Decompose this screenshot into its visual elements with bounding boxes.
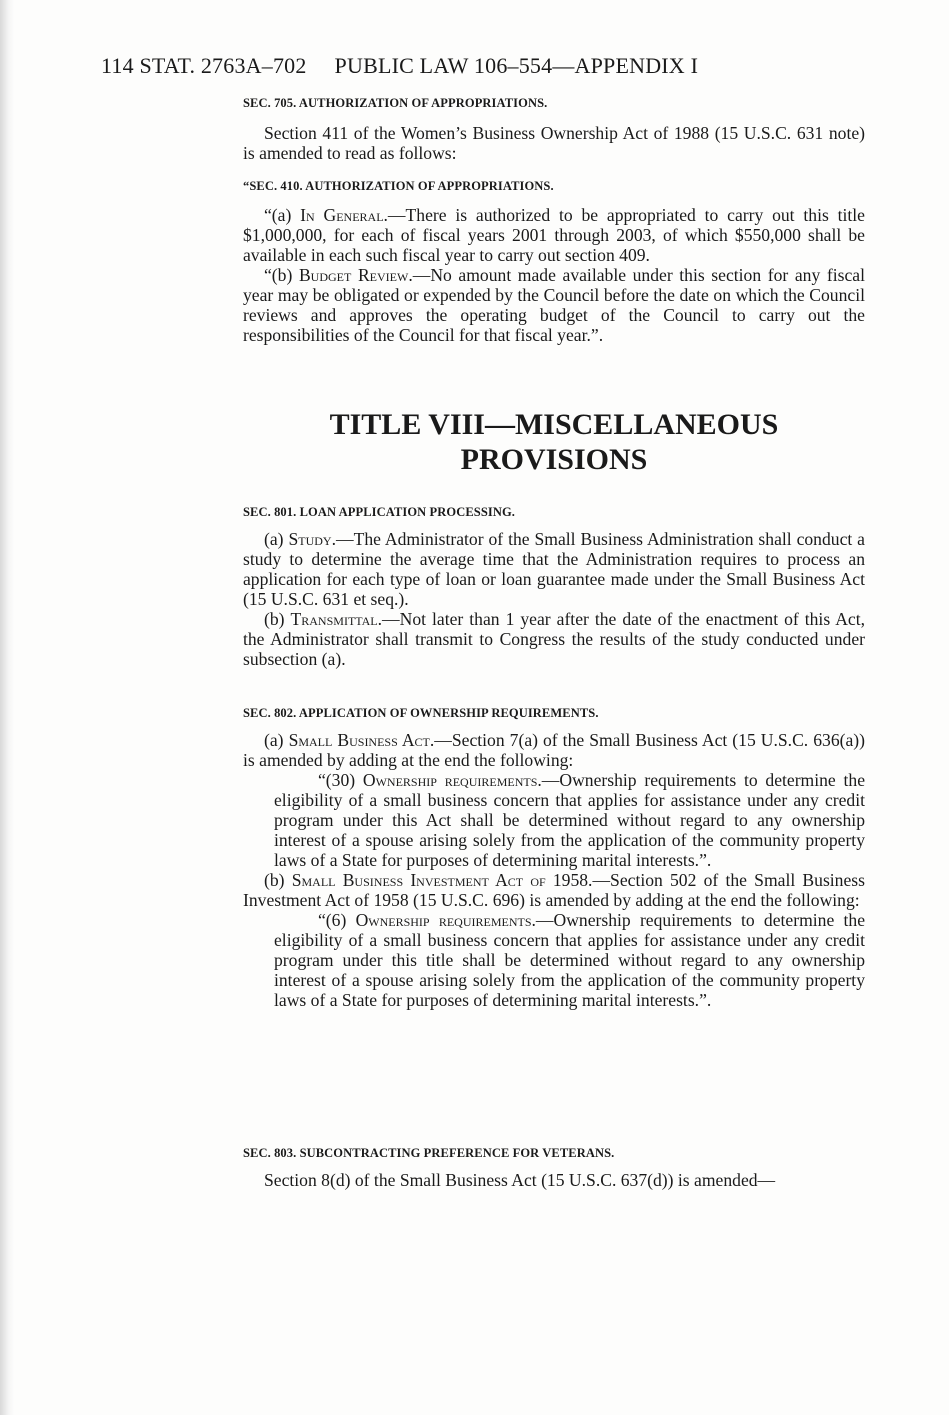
title-line-1: TITLE VIII—MISCELLANEOUS [329,408,779,441]
para-heading: Study [288,529,332,549]
para-text: .—The Administrator of the Small Business Administration shall conduct a study to determine the average time that the Administration requires to process an application for each type of loan or loan guarantee made under the Small Business Act (15 U.S.C. 631 et seq.). [243,529,865,609]
quoted-para-6 [274,910,865,1010]
section-802-heading: SEC. 802. APPLICATION OF OWNERSHIP REQUIREMENTS. [243,706,599,720]
section-410-b [243,265,865,345]
para-prefix: (a) [264,730,289,750]
para-text: 1958.—Section 502 of the Small Business Investment Act of 1958 (15 U.S.C. 696) is amended by adding at the end the following: [243,870,865,910]
para-prefix: “(a) [264,205,301,225]
public-law-label: PUBLIC LAW 106–554—APPENDIX I [334,53,699,78]
title-heading [243,407,865,477]
section-802-b [243,870,865,910]
para-prefix: (b) [264,870,292,890]
running-head [101,53,698,79]
section-803-body [243,1170,865,1190]
section-803-intro: Section 8(d) of the Small Business Act (15 U.S.C. 637(d)) is amended— [264,1170,776,1190]
para-prefix: (a) [264,529,289,549]
quoted-para-30 [274,770,865,870]
para-heading: Small Business Investment Act of [291,870,546,890]
section-802-a [243,730,865,770]
para-text: .—Not later than 1 year after the date of the enactment of this Act, the Administrator shall transmit to Congress the results of the study conducted under subsection (a). [243,609,865,669]
section-410-heading: “SEC. 410. AUTHORIZATION OF APPROPRIATIONS. [243,179,554,193]
section-803-heading: SEC. 803. SUBCONTRACTING PREFERENCE FOR VETERANS. [243,1146,615,1160]
scan-edge-shadow [0,0,14,1415]
section-705-intro: Section 411 of the Women’s Business Ownership Act of 1988 (15 U.S.C. 631 note) is amended to read as follows: [243,123,865,163]
section-705-body [243,123,865,163]
section-410-a [243,205,865,265]
para-prefix: “(30) [318,770,363,790]
para-prefix: “(6) [318,910,356,930]
title-line-2: PROVISIONS [460,443,648,476]
section-705-heading: SEC. 705. AUTHORIZATION OF APPROPRIATIONS. [243,96,548,110]
section-801-body [243,529,865,669]
para-heading: Transmittal [290,609,378,629]
para-text: .—No amount made available under this section for any fiscal year may be obligated or expended by the Council before the date on which the Council reviews and approves the operating budget of the Council to carry out the responsibilities of the Council for that fiscal year.”. [243,265,865,345]
para-heading: Ownership requirements [355,910,532,930]
para-text: .—Ownership requirements to determine the eligibility of a small business concern that applies for assistance under any credit program under this title shall be determined without regard to any ownership interest of a spouse arising solely from the application of the community property laws of a State for purposes of determining marital interests.”. [274,910,866,1010]
para-text: .—There is authorized to be appropriated to carry out this title $1,000,000, for each of fiscal years 2001 through 2003, of which $550,000 shall be available in each such fiscal year to carry out section 409. [243,205,865,265]
section-801-heading: SEC. 801. LOAN APPLICATION PROCESSING. [243,505,516,519]
para-text: .—Section 7(a) of the Small Business Act (15 U.S.C. 636(a)) is amended by adding at the end the following: [243,730,866,770]
para-prefix: “(b) [264,265,299,285]
section-801-b [243,609,865,669]
para-heading: Ownership requirements [362,770,538,790]
para-heading: Small Business Act [288,730,430,750]
section-802-body [243,730,865,1010]
para-heading: Budget Review [298,265,409,285]
stat-citation: 114 STAT. 2763A–702 [101,53,307,78]
para-prefix: (b) [264,609,291,629]
section-801-a [243,529,865,609]
para-text: .—Ownership requirements to determine the eligibility of a small business concern that applies for assistance under any credit program under this Act shall be determined without regard to any ownership interest of a spouse arising solely from the application of the community property laws of a State for purposes of determining marital interests.”. [274,770,865,870]
para-heading: In General [300,205,384,225]
section-410-body [243,205,865,345]
